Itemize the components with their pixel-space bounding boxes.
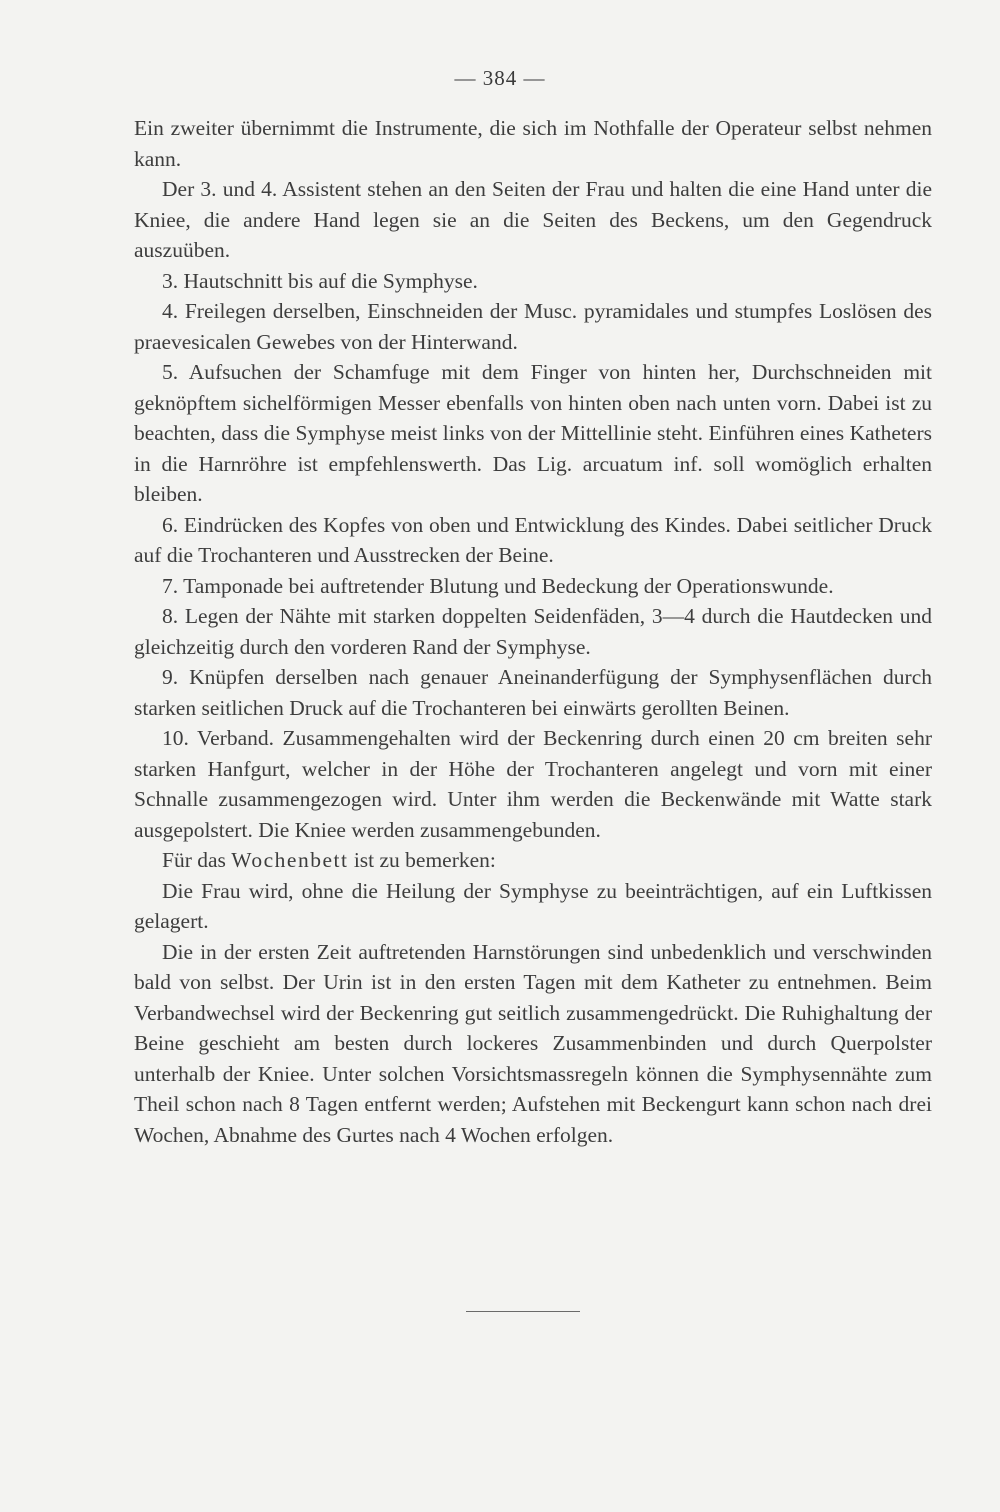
paragraph: Der 3. und 4. Assistent stehen an den Seiten der Frau und halten die eine Hand unter die Kniee, die andere Hand legen sie an die Seiten des Beckens, um den Gegendruck auszuüben. <box>134 177 932 262</box>
paragraph: Die Frau wird, ohne die Heilung der Symphyse zu beeinträchtigen, auf ein Luftkissen gelagert. <box>134 878 932 933</box>
paragraph: 4. Freilegen derselben, Einschneiden der Musc. pyramidales und stumpfes Loslösen des praevesicalen Gewebes von der Hinterwand. <box>134 299 932 354</box>
paragraph: 7. Tamponade bei auftretender Blutung und Bedeckung der Operationswunde. <box>162 573 834 598</box>
paragraph: 6. Eindrücken des Kopfes von oben und Entwicklung des Kindes. Dabei seitlicher Druck auf die Trochanteren und Ausstrecken der Beine. <box>134 512 932 567</box>
paragraph: 5. Aufsuchen der Schamfuge mit dem Finger von hinten her, Durchschneiden mit geknöpftem sichelförmigen Messer ebenfalls von hinten oben nach unten vorn. Dabei ist zu beachten, dass die Symphyse meist links von der Mittellinie steht. Einführen eines Katheters in die Harnröhre ist empfehlenswerth. Das Lig. arcuatum inf. soll womöglich erhalten bleiben. <box>134 360 932 506</box>
paragraph: 10. Verband. Zusammengehalten wird der Beckenring durch einen 20 cm breiten sehr starken Hanfgurt, welcher in der Höhe der Trochanteren angelegt und vorn mit einer Schnalle zusammengezogen wird. Unter ihm werden die Beckenwände mit Watte stark ausgepolstert. Die Kniee werden zusammengebunden. <box>134 726 932 842</box>
paragraph: 9. Knüpfen derselben nach genauer Aneinanderfügung der Symphysenflächen durch starken seitlichen Druck auf die Trochanteren bei einwärts gerollten Beinen. <box>134 665 932 720</box>
paragraph: 8. Legen der Nähte mit starken doppelten Seidenfäden, 3—4 durch die Hautdecken und gleichzeitig durch den vorderen Rand der Symphyse. <box>134 604 932 659</box>
body-text <box>134 113 932 1150</box>
paragraph: Ein zweiter übernimmt die Instrumente, die sich im Nothfalle der Operateur selbst nehmen kann. <box>134 116 932 171</box>
closing-rule <box>466 1311 580 1312</box>
text-segment: Für das <box>162 848 232 872</box>
text-segment: ist zu bemerken: <box>348 848 496 872</box>
paragraph: 3. Hautschnitt bis auf die Symphyse. <box>162 268 478 293</box>
paragraph-wochenbett <box>134 845 932 876</box>
spaced-emphasis: Wochenbett <box>231 848 349 872</box>
paragraph: Die in der ersten Zeit auftretenden Harnstörungen sind unbedenklich und verschwinden bald von selbst. Der Urin ist in den ersten Tagen mit dem Katheter zu entnehmen. Beim Verbandwechsel wird der Beckenring gut seitlich zusammengedrückt. Die Ruhighaltung der Beine geschieht am besten durch lockeres Zusammenbinden und durch Querpolster unterhalb der Kniee. Unter solchen Vorsichtsmassregeln können die Symphysennähte zum Theil schon nach 8 Tagen entfernt werden; Aufstehen mit Beckengurt kann schon nach drei Wochen, Abnahme des Gurtes nach 4 Wochen erfolgen. <box>134 939 932 1147</box>
page-number: — 384 — <box>454 66 546 90</box>
